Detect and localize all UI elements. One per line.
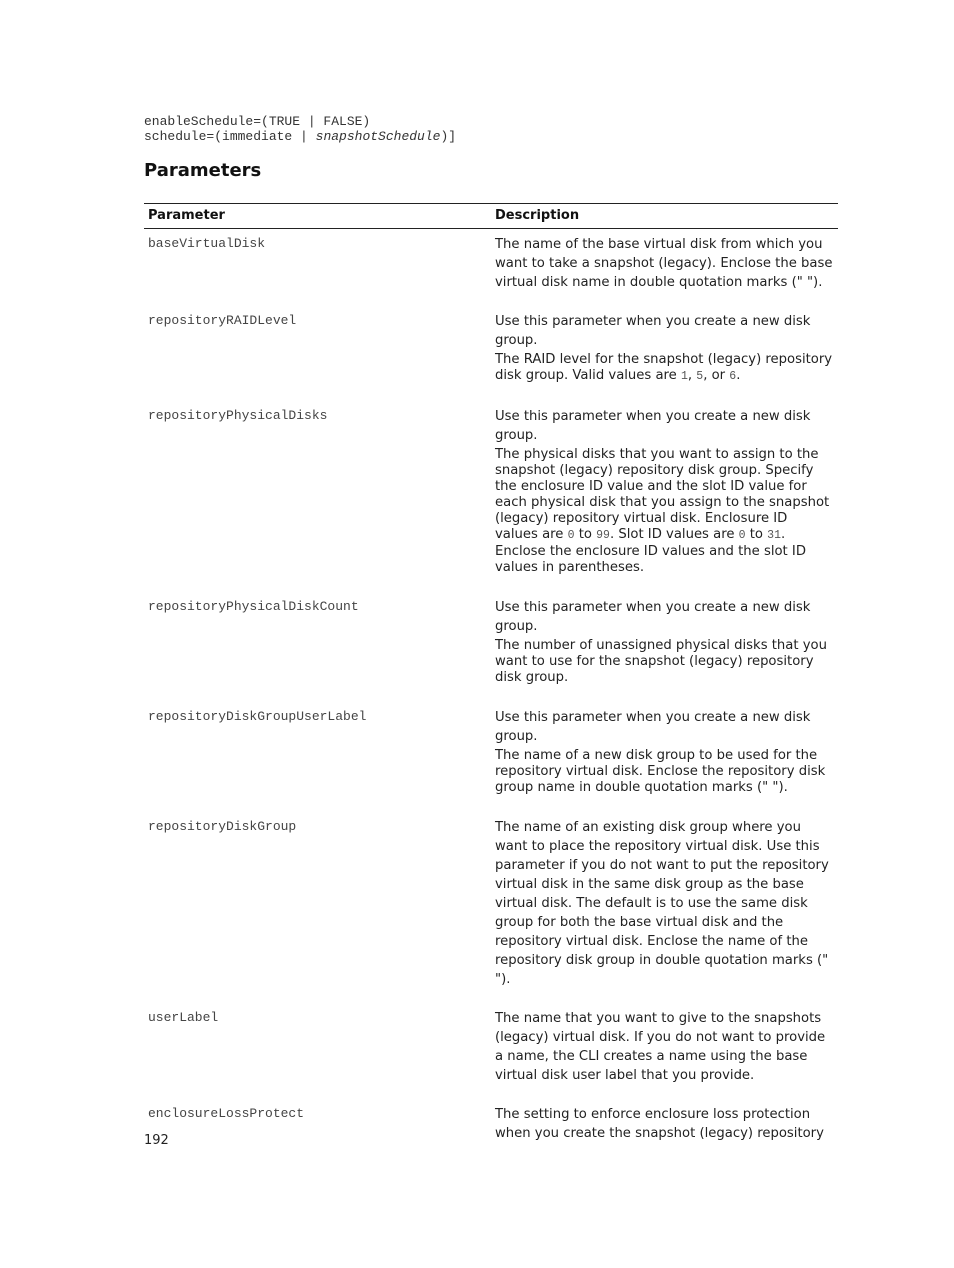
table-header-row [144, 204, 838, 229]
code-value: 1 [681, 370, 688, 383]
section-heading: Parameters [144, 160, 262, 181]
parameter-name: repositoryDiskGroupUserLabel [148, 709, 367, 724]
syntax-line-2-prefix: schedule=(immediate | [144, 129, 316, 144]
table-row [144, 401, 838, 592]
syntax-line-2-suffix: )] [440, 129, 457, 144]
code-value: 6 [729, 370, 737, 383]
code-value: 0 [567, 529, 575, 542]
parameter-name: repositoryPhysicalDisks [148, 408, 328, 423]
table-row [144, 592, 838, 702]
parameter-name: repositoryRAIDLevel [148, 313, 297, 328]
command-syntax [144, 114, 456, 144]
parameter-name: repositoryDiskGroup [148, 819, 297, 834]
description-text: The name of an existing disk group where you want to place the repository virtual disk. Use this parameter if you do not want to put the repository virtual disk in the same disk group as the base virtual disk. The default is to use the same disk group for both the base virtual disk and the repository virtual disk. Enclose the name of the repository disk group in double quotation marks (" "). [495, 820, 829, 987]
description-text: The name that you want to give to the snapshots (legacy) virtual disk. If you do not want to provide a name, the CLI creates a name using the base virtual disk user label that you provide. [495, 1011, 826, 1083]
parameters-table [144, 203, 838, 1157]
table-row [144, 1099, 838, 1157]
syntax-line-1: enableSchedule=(TRUE | FALSE) [144, 114, 371, 129]
text-run: . [736, 368, 741, 383]
page-number: 192 [144, 1133, 169, 1148]
description-text: Use this parameter when you create a new disk group. [495, 409, 811, 443]
parameter-description [491, 1003, 838, 1099]
column-header-description: Description [491, 204, 838, 229]
parameter-name: repositoryPhysicalDiskCount [148, 599, 359, 614]
text-run: . Enclose the enclosure ID values and the slot ID values in parentheses. [495, 527, 806, 575]
parameter-name: baseVirtualDisk [148, 236, 266, 251]
syntax-line-2 [144, 129, 456, 144]
code-value: 31 [767, 529, 781, 542]
text-run: , [687, 368, 697, 383]
description-text: The number of unassigned physical disks that you want to use for the snapshot (legacy) repository disk group. [495, 638, 827, 685]
table-row [144, 702, 838, 812]
parameter-description [491, 229, 838, 307]
parameter-description [491, 401, 838, 592]
description-text: Use this parameter when you create a new disk group. [495, 314, 811, 348]
table-row [144, 812, 838, 1003]
parameter-name: enclosureLossProtect [148, 1106, 305, 1121]
table-row [144, 306, 838, 401]
text-run: The RAID level for the snapshot (legacy) repository disk group. Valid values are [495, 352, 833, 383]
syntax-placeholder: snapshotSchedule [315, 129, 441, 144]
table-row [144, 229, 838, 307]
description-text [495, 352, 834, 385]
parameter-description [491, 812, 838, 1003]
parameter-description [491, 702, 838, 812]
description-text: The name of the base virtual disk from which you want to take a snapshot (legacy). Enclose the base virtual disk name in double quotation marks (" "). [495, 237, 833, 290]
description-text: Use this parameter when you create a new disk group. [495, 600, 811, 634]
text-run: to [574, 527, 597, 542]
parameter-description [491, 1099, 838, 1157]
table-row [144, 1003, 838, 1099]
code-value: 0 [738, 529, 746, 542]
description-text: The setting to enforce enclosure loss protection when you create the snapshot (legacy) repository [495, 1107, 824, 1141]
parameter-name: userLabel [148, 1010, 219, 1025]
text-run: The physical disks that you want to assign to the snapshot (legacy) repository disk group. Specify the enclosure ID value and the slot ID value for each physical disk that you assign to the snapshot (legacy) repository virtual disk. Enclosure ID values are [495, 447, 830, 542]
text-run: to [745, 527, 768, 542]
description-text: The name of a new disk group to be used for the repository virtual disk. Enclose the repository disk group name in double quotation marks (" "). [495, 748, 826, 795]
code-value: 99 [596, 529, 610, 542]
text-run: . Slot ID values are [609, 527, 739, 542]
code-value: 5 [696, 370, 704, 383]
text-run: , or [703, 368, 730, 383]
parameter-description [491, 306, 838, 401]
parameter-description [491, 592, 838, 702]
description-text [495, 447, 834, 576]
description-text: Use this parameter when you create a new disk group. [495, 710, 811, 744]
column-header-parameter: Parameter [144, 204, 491, 229]
